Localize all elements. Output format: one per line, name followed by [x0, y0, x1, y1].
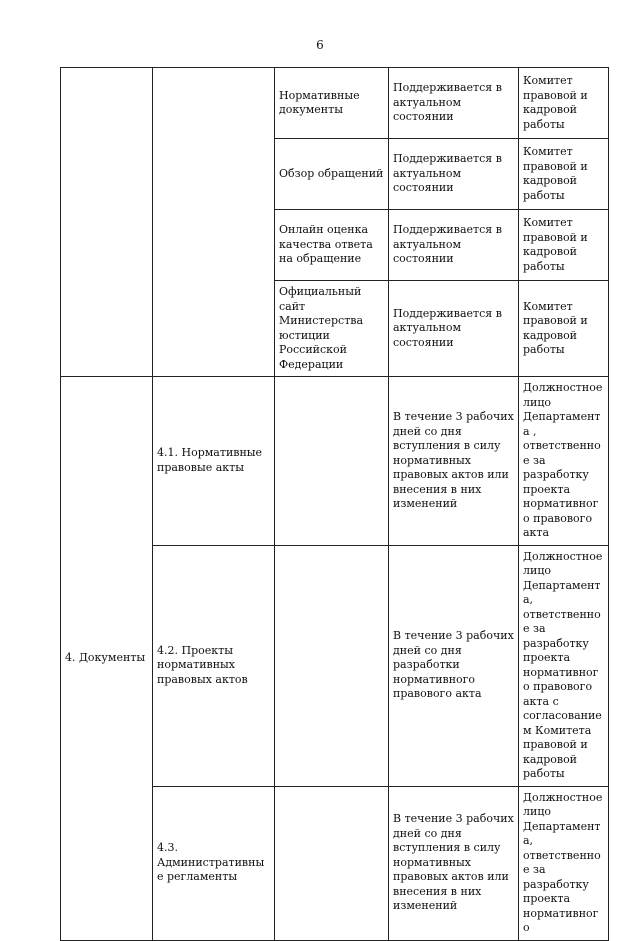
resource-cell — [275, 545, 389, 786]
subsection-cell: 4.3. Административные регламенты — [153, 786, 275, 940]
status-cell: Поддерживается в актуальном состоянии — [389, 139, 519, 210]
responsible-cell: Комитет правовой и кадровой работы — [519, 281, 609, 377]
deadline-cell: В течение 3 рабочих дней со дня вступления в силу нормативных правовых актов или внесения в них изменений — [389, 786, 519, 940]
subsection-cell: 4.2. Проекты нормативных правовых актов — [153, 545, 275, 786]
empty-cell — [153, 68, 275, 377]
subsection-cell: 4.1. Нормативные правовые акты — [153, 377, 275, 546]
responsible-cell: Должностное лицо Департамента, ответственное за разработку проекта нормативного — [519, 786, 609, 940]
resource-cell — [275, 377, 389, 546]
resource-cell: Нормативные документы — [275, 68, 389, 139]
deadline-cell: В течение 3 рабочих дней со дня разработки нормативного правового акта — [389, 545, 519, 786]
resource-cell: Официальный сайт Министерства юстиции Российской Федерации — [275, 281, 389, 377]
responsible-cell: Комитет правовой и кадровой работы — [519, 210, 609, 281]
responsible-cell: Должностное лицо Департамента , ответственное за разработку проекта нормативного правового акта — [519, 377, 609, 546]
status-cell: Поддерживается в актуальном состоянии — [389, 68, 519, 139]
resource-cell: Онлайн оценка качества ответа на обращение — [275, 210, 389, 281]
responsible-cell: Должностное лицо Департамента, ответственное за разработку проекта нормативного правового акта с согласованием Комитета правовой и кадровой работы — [519, 545, 609, 786]
empty-cell — [61, 68, 153, 377]
responsible-cell: Комитет правовой и кадровой работы — [519, 139, 609, 210]
resource-cell: Обзор обращений — [275, 139, 389, 210]
deadline-cell: В течение 3 рабочих дней со дня вступления в силу нормативных правовых актов или внесения в них изменений — [389, 377, 519, 546]
table-row — [61, 377, 609, 546]
responsible-cell: Комитет правовой и кадровой работы — [519, 68, 609, 139]
section-title-cell: 4. Документы — [61, 377, 153, 941]
status-cell: Поддерживается в актуальном состоянии — [389, 210, 519, 281]
page-number: 6 — [316, 38, 324, 52]
resource-cell — [275, 786, 389, 940]
table-row — [61, 68, 609, 139]
status-cell: Поддерживается в актуальном состоянии — [389, 281, 519, 377]
document-table — [60, 67, 609, 941]
